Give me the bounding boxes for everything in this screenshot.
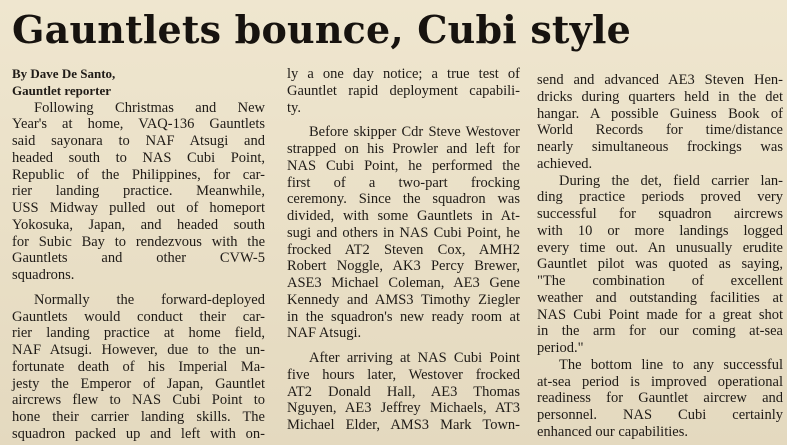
- text-line: enhanced our capabilities.: [537, 423, 688, 440]
- text-line: send and advanced AE3 Steven Hen-: [537, 72, 783, 88]
- text-line: "The combination of excellent: [537, 273, 783, 289]
- text-line: The bottom line to any successful: [559, 356, 783, 373]
- text-line: fortunate death of his Imperial Ma-: [12, 358, 265, 375]
- text-line: squadrons.: [12, 267, 75, 283]
- text-line: first of a two-part frocking: [287, 174, 520, 191]
- text-line: Republic of the Philippines, for car-: [12, 166, 265, 183]
- text-line: ASE3 Michael Coleman, AE3 Gene: [287, 275, 520, 291]
- paragraph-gap: [12, 284, 265, 292]
- text-line: squadron packed up and left with on-: [12, 425, 265, 442]
- text-line: World Records for time/distance: [537, 122, 783, 139]
- text-line: hone their carrier landing skills. The: [12, 409, 265, 425]
- text-line: rier landing practice at home field,: [12, 325, 265, 342]
- text-line: Gauntlets would conduct their car-: [12, 308, 265, 325]
- text-line: aircrews flew to NAS Cubi Point to: [12, 392, 265, 409]
- text-line: Yokosuka, Japan, and headed south: [12, 216, 265, 233]
- text-line: USS Midway pulled out of homeport: [12, 200, 265, 216]
- text-line: headed south to NAS Cubi Point,: [12, 149, 265, 166]
- text-line: AT2 Donald Hall, AE3 Thomas: [287, 383, 520, 400]
- text-line: with 10 or more landings logged: [537, 222, 783, 239]
- text-line: sugi and others in NAS Cubi Point, he: [287, 224, 520, 241]
- text-line: Gauntlets and other CVW-5: [12, 250, 265, 267]
- text-line: Gauntlet pilot was quoted as saying,: [537, 256, 783, 273]
- text-line: hangar. A possible Guiness Book of: [537, 105, 783, 122]
- text-line: five hours later, Westover frocked: [287, 366, 520, 383]
- text-line: in the squadron's new ready room at: [287, 308, 520, 325]
- text-line: divided, with some Gauntlets in At-: [287, 208, 520, 224]
- text-line: at-sea period is improved operational: [537, 373, 783, 390]
- text-line: Michael Elder, AMS3 Mark Town-: [287, 417, 520, 433]
- text-line: Normally the forward-deployed: [34, 291, 265, 308]
- text-line: ding practice periods proved very: [537, 189, 783, 206]
- paragraph-gap: [287, 116, 520, 124]
- text-line: frocked AT2 Steven Cox, AMH2: [287, 241, 520, 258]
- byline-author: By Dave De Santo,: [12, 66, 116, 81]
- text-line: rier landing practice. Meanwhile,: [12, 183, 265, 200]
- text-line: Following Christmas and New: [34, 99, 265, 116]
- text-line: During the det, field carrier lan-: [559, 172, 783, 189]
- text-line: successful for squadron aircrews: [537, 206, 783, 222]
- text-line: Year's at home, VAQ-136 Gauntlets: [12, 116, 265, 133]
- text-line: in the arm for our coming at-sea: [537, 323, 783, 340]
- text-line: every time out. An unusually erudite: [537, 239, 783, 256]
- text-line: dricks during quarters held in the det: [537, 88, 783, 105]
- text-line: achieved.: [537, 155, 593, 172]
- text-line: ly a one day notice; a true test of: [287, 66, 520, 82]
- text-line: strapped on his Prowler and left for: [287, 141, 520, 157]
- text-line: nearly simultaneous frockings was: [537, 139, 783, 155]
- article-column-2: [287, 66, 520, 434]
- text-line: ceremony. Since the squadron was: [287, 191, 520, 208]
- article-headline: Gauntlets bounce, Cubi style: [12, 7, 631, 52]
- text-line: period.": [537, 340, 584, 356]
- article-column-1: [12, 66, 265, 443]
- text-line: After arriving at NAS Cubi Point: [309, 350, 520, 366]
- article-column-3: [537, 72, 783, 441]
- text-line: Before skipper Cdr Steve Westover: [309, 124, 520, 141]
- text-line: Kennedy and AMS3 Timothy Ziegler: [287, 291, 520, 308]
- text-line: Gauntlet rapid deployment capabili-: [287, 82, 520, 99]
- text-line: readiness for Gauntlet aircrew and: [537, 390, 783, 407]
- text-line: jesty the Emperor of Japan, Gauntlet: [12, 375, 265, 392]
- byline-role: Gauntlet reporter: [12, 82, 112, 98]
- text-line: weather and outstanding facilities at: [537, 289, 783, 306]
- text-line: ty.: [287, 99, 301, 116]
- text-line: for Subic Bay to rendezvous with the: [12, 233, 265, 250]
- paragraph-gap: [287, 342, 520, 350]
- text-line: said sayonara to NAF Atsugi and: [12, 133, 265, 149]
- text-line: NAS Cubi Point, he performed the: [287, 157, 520, 174]
- text-line: Robert Noggle, AK3 Percy Brewer,: [287, 258, 520, 275]
- text-line: NAF Atsugi.: [287, 325, 362, 342]
- text-line: personnel. NAS Cubi certainly: [537, 407, 783, 423]
- text-line: Nguyen, AE3 Jeffrey Michaels, AT3: [287, 400, 520, 417]
- text-line: NAS Cubi Point made for a great shot: [537, 306, 783, 323]
- text-line: NAF Atsugi. However, due to the un-: [12, 342, 265, 358]
